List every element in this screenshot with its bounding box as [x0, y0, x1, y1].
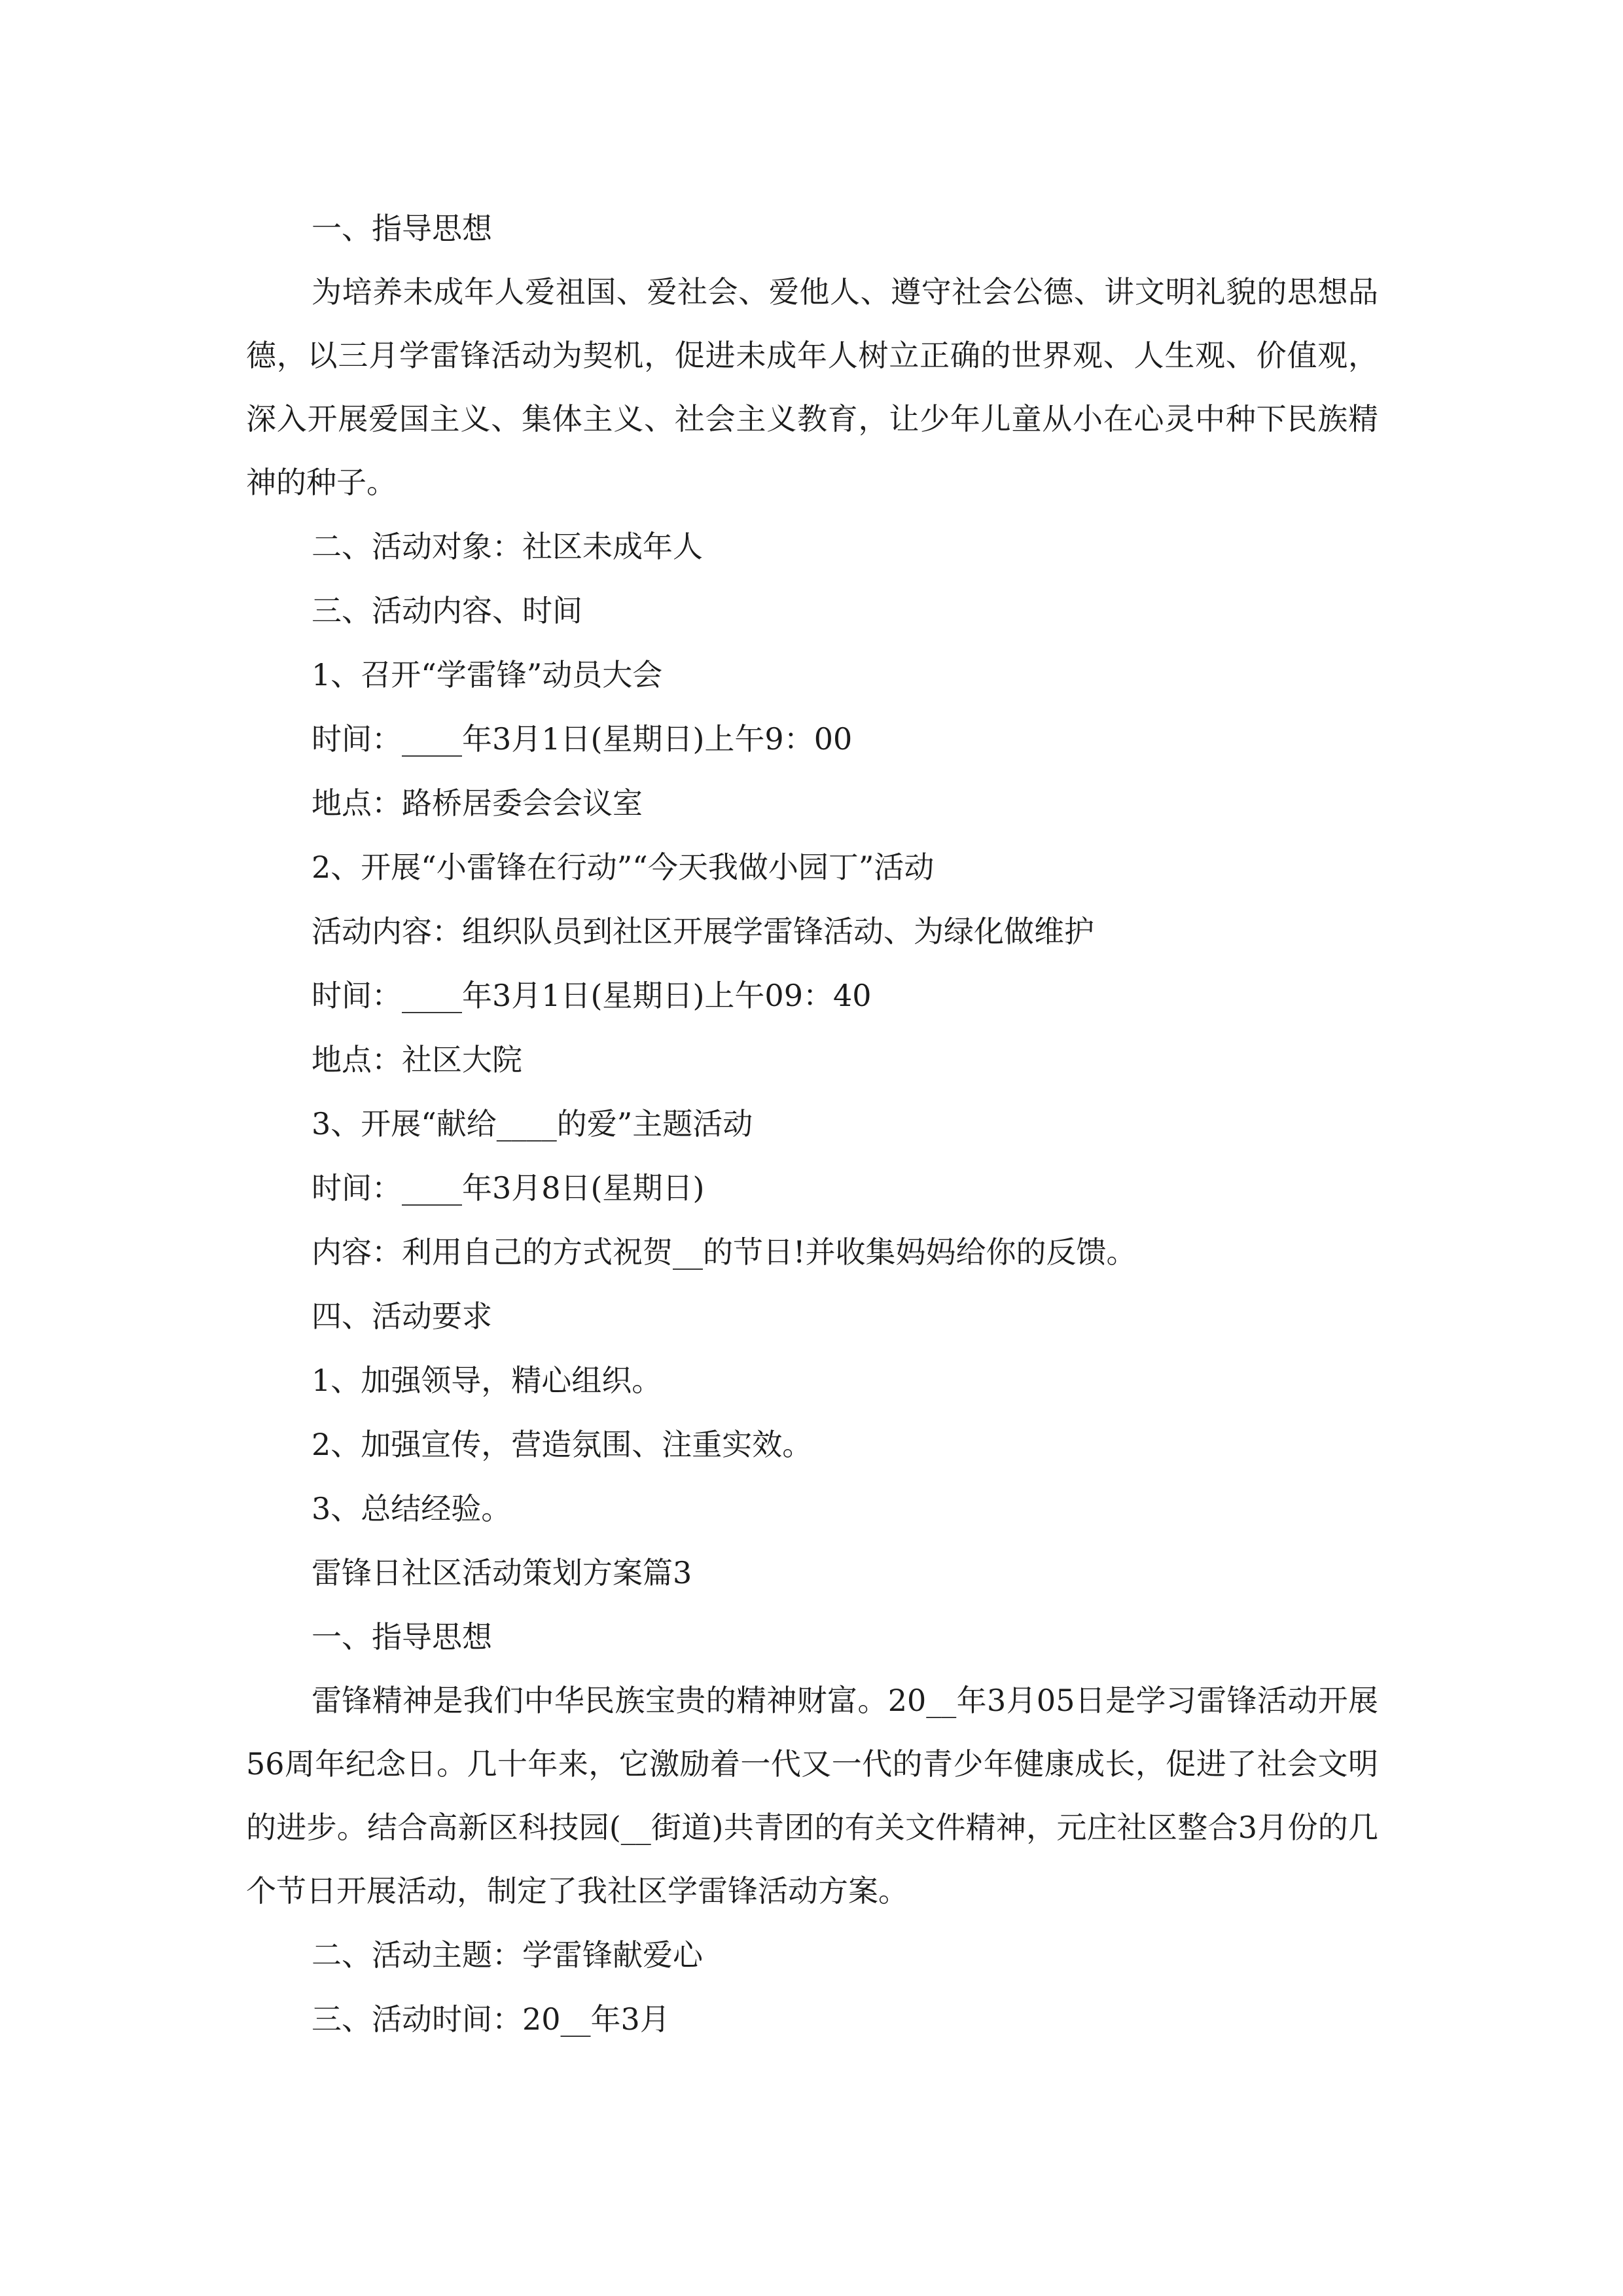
section-heading: 一、指导思想 — [312, 1619, 492, 1655]
body-paragraph: 雷锋精神是我们中华民族宝贵的精神财富。20__年3月05日是学习雷锋活动开展56周年纪念日。几十年来，它激励着一代又一代的青少年健康成长，促进了社会文明的进步。结合高新区科技园(__街道)共青团的有关文件精神，元庄社区整合3月份的几个节日开展活动，制定了我社区学雷锋活动方案。 — [246, 1683, 1378, 1909]
list-item: 2、加强宣传，营造氛围、注重实效。 — [312, 1427, 813, 1462]
detail-line: 时间：____年3月1日(星期日)上午09：40 — [312, 978, 872, 1013]
list-item: 1、召开“学雷锋”动员大会 — [312, 657, 663, 692]
list-item: 1、加强领导，精心组织。 — [312, 1363, 662, 1398]
section-heading: 三、活动内容、时间 — [312, 593, 582, 628]
list-item: 2、开展“小雷锋在行动”“今天我做小园丁”活动 — [312, 850, 935, 885]
body-paragraph: 为培养未成年人爱祖国、爱社会、爱他人、遵守社会公德、讲文明礼貌的思想品德，以三月学雷锋活动为契机，促进未成年人树立正确的世界观、人生观、价值观，深入开展爱国主义、集体主义、社会主义教育，让少年儿童从小在心灵中种下民族精神的种子。 — [246, 274, 1378, 500]
section-heading: 三、活动时间：20__年3月 — [312, 2001, 670, 2037]
list-item: 3、总结经验。 — [312, 1491, 512, 1526]
detail-line: 地点：社区大院 — [312, 1042, 522, 1077]
list-item: 3、开展“献给____的爱”主题活动 — [312, 1106, 753, 1141]
section-heading: 二、活动主题：学雷锋献爱心 — [312, 1937, 703, 1973]
section-heading: 一、指导思想 — [312, 211, 492, 246]
article-title: 雷锋日社区活动策划方案篇3 — [312, 1555, 692, 1590]
detail-line: 时间：____年3月1日(星期日)上午9：00 — [312, 721, 853, 757]
section-heading: 二、活动对象：社区未成年人 — [312, 529, 703, 564]
section-heading: 四、活动要求 — [312, 1299, 492, 1334]
document-body — [246, 196, 1378, 2051]
detail-line: 内容：利用自己的方式祝贺__的节日!并收集妈妈给你的反馈。 — [312, 1234, 1137, 1270]
detail-line: 时间：____年3月8日(星期日) — [312, 1170, 705, 1206]
detail-line: 活动内容：组织队员到社区开展学雷锋活动、为绿化做维护 — [312, 914, 1094, 949]
detail-line: 地点：路桥居委会会议室 — [312, 785, 643, 821]
